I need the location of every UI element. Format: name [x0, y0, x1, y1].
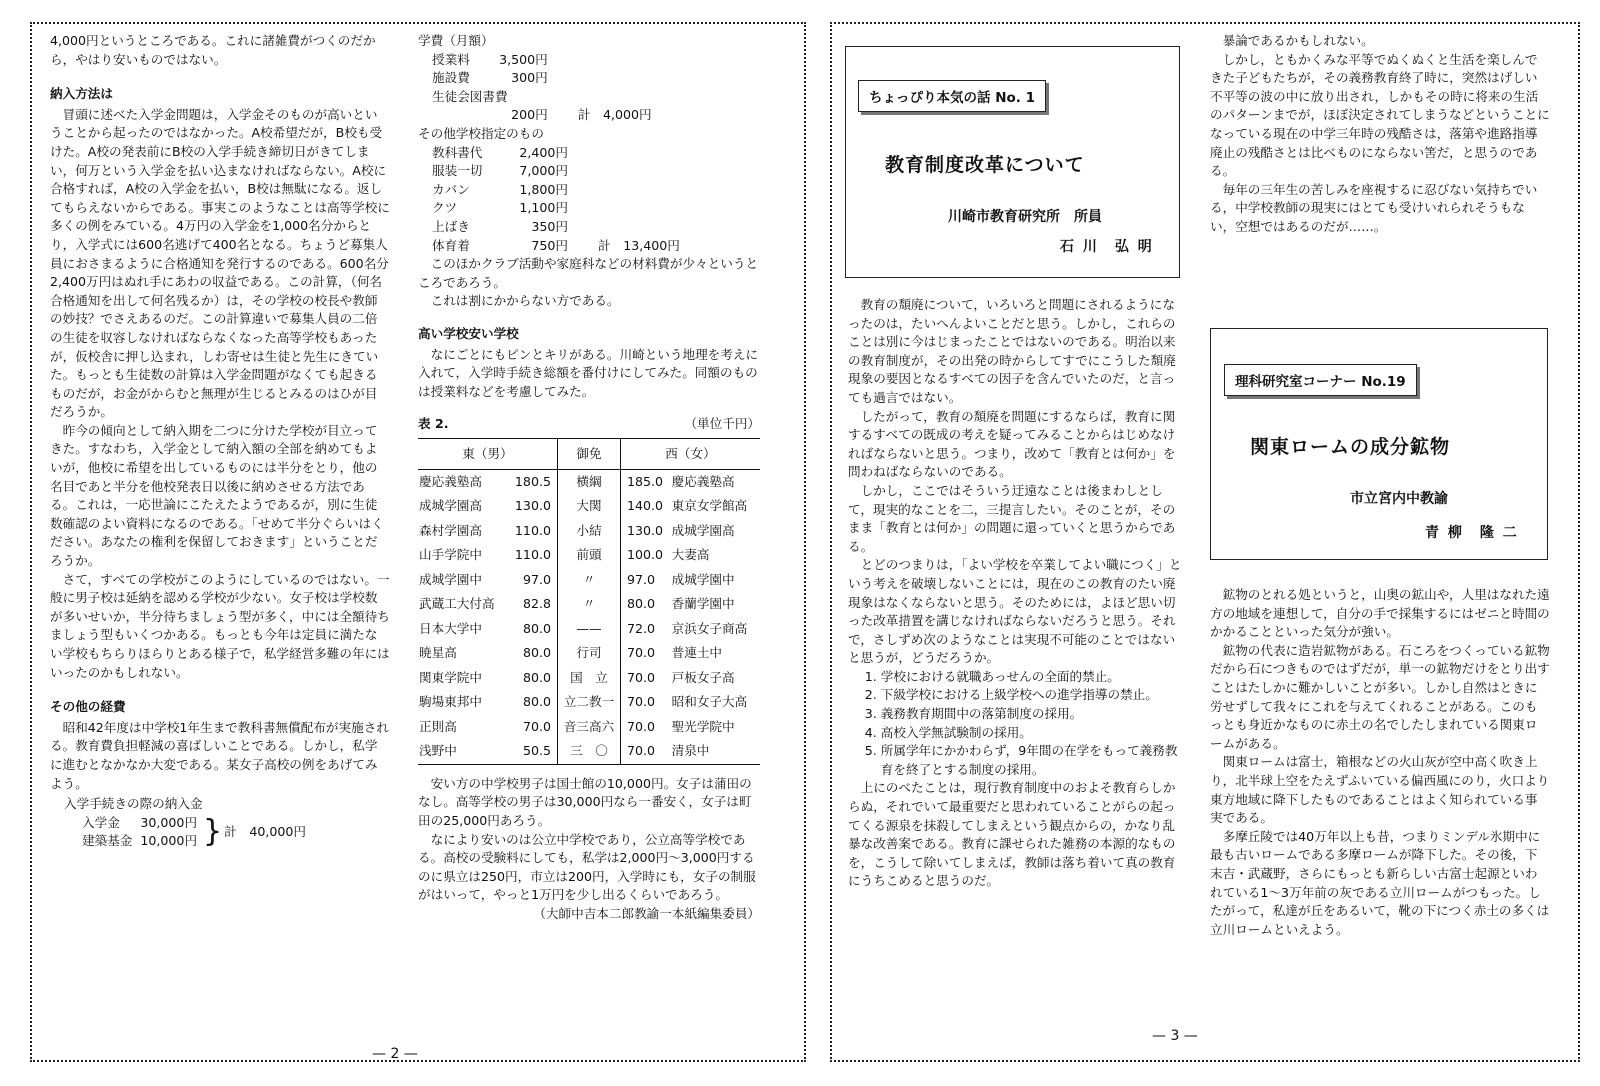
paragraph: 毎年の三年生の苦しみを座視するに忍びない気持ちでいる，中学校教師の現実にはとても受けいれられそうもない，空想ではあるのだが……。 [1210, 181, 1538, 234]
fee-name: 生徒会図書費 [432, 88, 508, 104]
paragraph: 暴論であるかもしれない。 [1222, 33, 1374, 48]
fee-amount: 1,100円 [519, 200, 568, 216]
east-value-cell: 50.5 [522, 743, 551, 759]
article1-body-col1 [848, 296, 1186, 891]
fee-amount: 30,000円 [140, 814, 198, 830]
table-title: 表 2. [418, 416, 449, 432]
rank-cell: 国 立 [557, 666, 620, 691]
east-school-cell: 暁星高 [419, 645, 457, 661]
ranking-table [418, 438, 760, 764]
west-school-cell: 聖光学院中 [671, 718, 735, 734]
west-value-cell: 70.0 [620, 690, 670, 715]
paragraph: これは割にかからない方である。 [430, 293, 620, 309]
paragraph: さて，すべての学校がこのようにしているのではない。一般に男子校は延納を認める学校が少ない。女子校は学校数が多いせいか，半分待ちましょう型が多く，中には全額待ちましょう型もいくつかある。もっとも今年は定員に満たない学校もちらりほらりとある様子で，私学経営多難の年にはいったのかもしれない。 [50, 571, 390, 680]
list-item: 1. 学校における就職あっせんの全面的禁止。 [881, 668, 1186, 687]
list-item: 5. 所属学年にかかわらず，9年間の在学をもって義務教育を終了とする制度の採用。 [881, 742, 1186, 779]
brace-symbol: } [203, 814, 223, 850]
west-school-cell: 清泉中 [671, 743, 710, 759]
paragraph: しかし，ともかくみな平等でぬくぬくと生活を楽しんできた子どもたちが，その義務教育終了時に，突然はげしい不平等の波の中に放り出され，しかもその時に将来の生活のパターンまでが，ほぼ決定されてしまうなどということになっている現在の中学三年時の残酷さは，落第や進路指導廃止の残酷さとは比べものにならない筈だ，と思うのである。 [1210, 51, 1550, 179]
paragraph: なにより安いのは公立中学校であり，公立高等学校である。高校の受験料にしても，私学は2,000円～3,000円するのに県立は250円，市立は200円，入学時にも，女子の制服がはいって，やっと1万円を少し出るくらいであろう。 [418, 831, 756, 903]
fee-row [428, 199, 684, 218]
east-value-cell: 82.8 [522, 596, 551, 612]
paragraph: 多摩丘陵では40万年以上も昔，つまりミンデル氷期中に最も古いロームである多摩ロームが降下した。その後，下末吉・武蔵野，さらにもっとも新らしい古富士起源といわれている1～3万年前の灰である立川ロームがつもった。したがって，私達が丘をあるいて，靴の下につく赤土の多くは立川ロームといえよう。 [1210, 828, 1550, 937]
east-value-cell: 97.0 [522, 571, 551, 587]
west-school-cell: 大妻高 [671, 547, 710, 563]
east-school-cell: 慶応義塾高 [419, 473, 482, 489]
paragraph: 鉱物の代表に造岩鉱物がある。石ころをつくっている鉱物だから石につきものではずだが，単一の鉱物だけをとり出すことはたしかに難かしいことが多い。しかし自然はときに労せずして我々にこれを与えてくれることがある。このもっとも身近かなものに赤土の名でしたしまれている関東ロームがある。 [1210, 642, 1550, 751]
west-value-cell: 70.0 [620, 739, 670, 764]
fee-row [428, 106, 656, 125]
heading-other-expenses: その他の経費 [50, 699, 126, 715]
article2-author: 青 柳 隆 二 [1425, 525, 1519, 541]
west-school-cell: 普連土中 [671, 645, 723, 661]
west-value-cell: 100.0 [620, 543, 670, 568]
table-row [418, 543, 760, 568]
header-east: 東（男） [418, 438, 557, 469]
paragraph: 昭和42年度は中学校1年生まで教科書無償配布が実施される。教育費負担軽減の喜ばしいことである。しかし，私学に進むとなかなか大変である。某女子高校の例をあげてみよう。 [50, 719, 389, 791]
paragraph: 関東ロームは富士，箱根などの火山灰が空中高く吹き上り，北半球上空をたえずふいている偏西風にのり，火口より東方地域に降下したものであることはよく知られている事実である。 [1210, 754, 1550, 826]
table-row [418, 715, 760, 740]
rank-cell: —— [557, 617, 620, 642]
west-value-cell: 70.0 [620, 715, 670, 740]
header-west: 西（女） [620, 438, 760, 469]
rank-cell: 三 〇 [557, 739, 620, 764]
fee-amount: 2,400円 [519, 144, 568, 160]
east-school-cell: 浅野中 [419, 743, 457, 759]
fee-row [428, 88, 656, 107]
west-school-cell: 慶応義塾高 [671, 473, 735, 489]
fee-row [428, 69, 656, 88]
east-school-cell: 正則高 [419, 718, 457, 734]
fee-row [428, 181, 684, 200]
east-value-cell: 130.0 [514, 498, 551, 514]
fee-row [428, 162, 684, 181]
fee-row [428, 51, 656, 70]
article1-title: 教育制度改革について [885, 154, 1085, 176]
west-school-cell: 成城学園中 [671, 571, 735, 587]
header-rank: 御免 [557, 438, 620, 469]
tuition-list [418, 32, 760, 255]
fee-amount: 7,000円 [519, 163, 568, 179]
rank-cell: 小結 [557, 519, 620, 544]
paragraph: なにごとにもピンとキリがある。川崎という地理を考えに入れて，入学時手続き総額を番付けにしてみた。同額のものは授業料などを考慮してみた。 [418, 346, 759, 399]
page-number-right: — 3 — [1152, 1028, 1198, 1044]
east-school-cell: 山手学院中 [419, 547, 482, 563]
table-row [418, 519, 760, 544]
east-school-cell: 武蔵工大付高 [419, 596, 495, 612]
paragraph: 安い方の中学校男子は国士館の10,000円。女子は蒲田のなし。高等学校の男子は30,000円なら一番安く，女子は町田の25,000円あろう。 [418, 775, 752, 829]
ranking-table-body [418, 469, 760, 764]
east-value-cell: 80.0 [522, 669, 551, 685]
article2-body [1210, 586, 1550, 939]
east-value-cell: 80.0 [522, 620, 551, 636]
fee-name: 服装一切 [432, 163, 483, 179]
fee-amount: 10,000円 [140, 833, 198, 849]
fee-amount: 300円 [511, 70, 548, 86]
fee-row [428, 237, 684, 256]
tuition-label: 学費（月額） [418, 33, 494, 48]
article1-body-col2 [1210, 32, 1550, 237]
article2-affiliation: 市立宮内中教諭 [1350, 491, 1448, 507]
fee-amount: 350円 [531, 218, 568, 234]
fee-total: 計 40,000円 [224, 824, 306, 840]
fee-amount: 1,800円 [519, 181, 568, 197]
east-school-cell: 成城学園高 [419, 498, 482, 514]
article1-author: 石 川 弘 明 [1060, 239, 1154, 255]
east-value-cell: 80.0 [522, 645, 551, 661]
rank-cell: 〃 [557, 592, 620, 617]
fee-total: 計 13,400円 [598, 237, 680, 253]
east-value-cell: 110.0 [514, 547, 551, 563]
paragraph: とどのつまりは，「よい学校を卒業してよい職につく」という考えを破壊しないことには，現在のこの教育のたい廃現象はなくならないと思う。そのためには，よほど思い切った改革措置を講じなければならないだろうと思う。それで，さしずめ次のようなことは実現不可能のことではないと思うが，どうだろうか。 [848, 557, 1182, 666]
paragraph: 上にのべたことは，現行教育制度中のおよそ教育らしからぬ，それでいて最重要だと思われていることがらの起ってくる源泉を抹殺してしまえという観点からの，かなり乱暴な改善案である。教育に課せられた雑務の本源的なものを，こうして除いてしまえば，教師は落ち着いて真の教育にうちこめると思うのだ。 [848, 780, 1176, 889]
heading-expensive-cheap: 高い学校安い学校 [418, 325, 519, 341]
other-fees-label: その他学校指定のもの [418, 125, 544, 141]
west-school-cell: 京浜女子商高 [671, 620, 748, 636]
paragraph: しかし，ここではそういう迂遠なことは後まわしとして，現実的なことを二，三提言したい。そのことが，そのまま「教育とは何か」の問題に還っていくと思うからである。 [848, 482, 1176, 554]
paragraph: 教育の頽廃について，いろいろと問題にされるようになったのは，たいへんよいことだと思う。しかし，これらのことは別に今はじまったことではないのである。明治以来の教育制度が，その出発の時からしてすでにこうした頽廃現象の要因となるすべての因子を含んでいたのだ，と言っても過言ではない。 [848, 297, 1176, 405]
entrance-fee-list [50, 795, 390, 851]
west-value-cell: 140.0 [620, 494, 670, 519]
rank-cell: 行司 [557, 641, 620, 666]
fee-row [78, 814, 201, 833]
west-school-cell: 成城学園高 [671, 522, 735, 538]
table-row [418, 690, 760, 715]
fee-name: 建築基金 [82, 833, 133, 849]
page-number-left: — 2 — [372, 1046, 418, 1062]
left-column-1 [50, 32, 390, 851]
heading-payment: 納入方法は [50, 86, 113, 102]
table-row [418, 592, 760, 617]
fee-name: 施設費 [432, 70, 470, 86]
paragraph: 冒頭に述べた入学金問題は，入学金そのものが高いということから起ったのではなかった。A校希望だが，B校も受けた。A校の発表前にB校の入学手続き締切日がきてしまい，何万という入学金を払い込まなければならない。A校に合格すれば，A校の入学金を払い，B校は無駄になる。返してもらえないからである。事実このようなことは高等学校に多くの例をみている。4万円の入学金を1,000名分からとり，入学式には600名逃げて400名となる。ちょうど募集人員におさまるように合格通知を発行するのである。600名分2,400万円はぬれ手にあわの収益である。この計算，（何名合格通知を出して何名残るか）は，その学校の校長や教師の妙技？でさえあるのだ。この計算違いで募集人員の二倍の生徒を収容しなければならなくなった高等学校もあったが，仮校舎に押し込まれ，しわ寄せは生徒と先生にきていた。もっとも生徒数の計算は入学金問題がなくても起きるものだが，お金がからむと無理が生じるとみるのはひが目だろうか。 [50, 106, 390, 420]
fee-name: カバン [432, 181, 470, 197]
west-value-cell: 70.0 [620, 666, 670, 691]
fee-name: 入学金 [82, 814, 120, 830]
table-row [418, 568, 760, 593]
west-value-cell: 97.0 [620, 568, 670, 593]
proposal-list [848, 668, 1186, 780]
left-column-2 [418, 32, 760, 924]
rank-cell: 立二教一 [557, 690, 620, 715]
west-value-cell: 185.0 [620, 469, 670, 494]
fee-name: 体育着 [432, 237, 470, 253]
rank-cell: 〃 [557, 568, 620, 593]
east-school-cell: 森村学園高 [419, 522, 482, 538]
west-school-cell: 昭和女子大高 [671, 694, 748, 710]
east-value-cell: 110.0 [514, 522, 551, 538]
list-item: 2. 下級学校における上級学校への進学指導の禁止。 [881, 686, 1186, 705]
east-value-cell: 180.5 [514, 473, 551, 489]
fee-name: クツ [432, 200, 458, 216]
rank-cell: 横綱 [557, 469, 620, 494]
east-school-cell: 日本大学中 [419, 620, 482, 636]
west-value-cell: 80.0 [620, 592, 670, 617]
table-unit: （単位千円） [684, 416, 760, 432]
paragraph: 鉱物のとれる処というと，山奥の鉱山や，人里はなれた遠方の地域を連想して，自分の手で採集するにはゼニと時間のかかることといった気分が強い。 [1210, 587, 1550, 640]
signature: （大師中吉本二郎教諭一本紙編集委員） [533, 906, 760, 922]
table-row [418, 617, 760, 642]
west-school-cell: 香蘭学園中 [671, 596, 735, 612]
fee-name: 授業料 [432, 51, 470, 67]
fee-amount: 3,500円 [499, 51, 548, 67]
fee-row [78, 832, 201, 851]
fee-amount: 200円 [511, 107, 548, 123]
table-caption [418, 415, 760, 434]
fee-name: 教科書代 [432, 144, 483, 160]
fee-row [428, 144, 684, 163]
west-school-cell: 東京女学館高 [671, 498, 748, 514]
intro-text: 4,000円というところである。これに諸雑費がつくのだから，やはり安いものではない。 [50, 33, 376, 67]
paragraph: このほかクラブ活動や家庭科などの材料費が少々というところであろう。 [418, 256, 759, 290]
table-row [418, 469, 760, 494]
paragraph: したがって，教育の頽廃を問題にするならば，教育に関するすべての既成の考えを疑ってみることからはじめなければならないと思う。つまり，改めて「教育とは何か」を問わねばならないのである。 [848, 408, 1176, 480]
east-value-cell: 70.0 [522, 718, 551, 734]
fee-amount: 750円 [531, 237, 568, 253]
east-school-cell: 関東学院中 [419, 669, 482, 685]
entrance-fee-label: 入学手続きの際の納入金 [64, 796, 203, 812]
table-row [418, 641, 760, 666]
fee-row [428, 218, 684, 237]
table-row [418, 494, 760, 519]
list-item: 4. 高校入学無試験制の採用。 [881, 724, 1186, 743]
fee-total: 計 4,000円 [577, 107, 652, 123]
table-row [418, 666, 760, 691]
article2-title: 関東ロームの成分鉱物 [1250, 436, 1451, 458]
rank-cell: 前頭 [557, 543, 620, 568]
fee-name: 上ばき [432, 218, 470, 234]
list-item: 3. 義務教育期間中の落第制度の採用。 [881, 705, 1186, 724]
east-school-cell: 成城学園中 [419, 571, 482, 587]
west-value-cell: 72.0 [620, 617, 670, 642]
west-school-cell: 戸板女子高 [671, 669, 735, 685]
east-school-cell: 駒場東邦中 [419, 694, 482, 710]
article1-affiliation: 川崎市教育研究所 所員 [948, 209, 1102, 225]
article2-series-tag: 理科研究室コーナー No.19 [1224, 364, 1417, 396]
east-value-cell: 80.0 [522, 694, 551, 710]
west-value-cell: 70.0 [620, 641, 670, 666]
rank-cell: 音三高六 [557, 715, 620, 740]
paragraph: 昨今の傾向として納入期を二つに分けた学校が目立ってきた。すなわち，入学金として納入額の全部を納めてもよいが，他校に希望を出しているものには半分をとり，他の名目であと半分を他校発表日以後に納めさせる方法である。これは，一応世論にこたえたようであるが，別に生徒数確認のよい資料になるのである。「せめて半分ぐらいはください。あなたの権利を保留しておきます」ということだろうか。 [50, 422, 384, 569]
west-value-cell: 130.0 [620, 519, 670, 544]
rank-cell: 大関 [557, 494, 620, 519]
article1-series-tag: ちょっぴり本気の話 No. 1 [858, 80, 1046, 112]
table-row [418, 739, 760, 764]
